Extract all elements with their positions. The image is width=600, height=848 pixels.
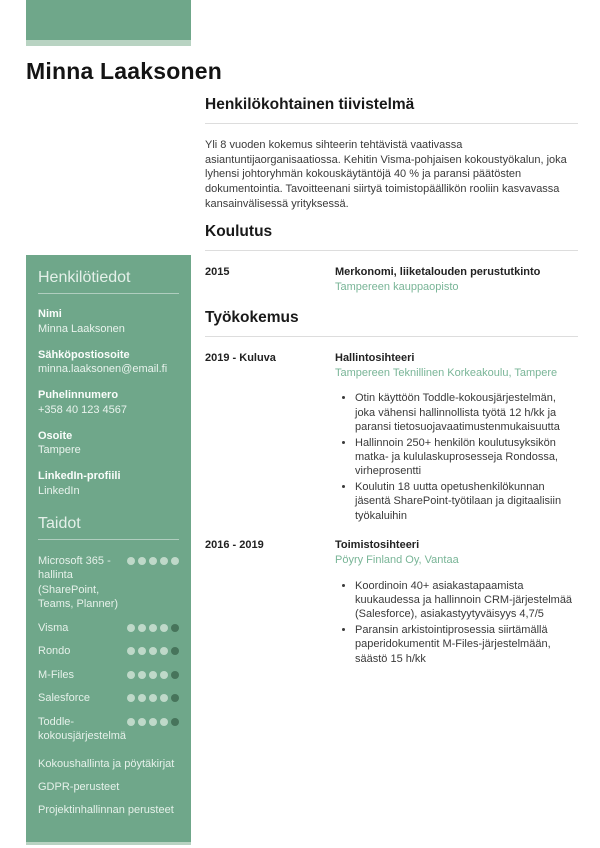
skills-section (38, 515, 179, 818)
skill-dot (160, 694, 168, 702)
section-divider (205, 123, 578, 124)
page-title: Minna Laaksonen (26, 58, 222, 84)
skill-dot (127, 671, 135, 679)
bullet-item: • Otin käyttöön Toddle-kokousjärjestelmän, joka vähensi hallinnollista työtä 12 h/kk ja paransi tietosuojavaatimustenmukaisuutta (355, 391, 578, 434)
sidebar-divider (38, 539, 179, 540)
skill-row (38, 715, 179, 744)
sidebar-bottom-strip (26, 842, 191, 845)
skill-dot (171, 694, 179, 702)
skill-dot (171, 557, 179, 565)
skill-dot (160, 557, 168, 565)
skill-row (38, 668, 179, 683)
entry-title: Toimistosihteeri (335, 538, 420, 551)
skill-rating-dots (127, 624, 179, 632)
field-label: Nimi (38, 308, 62, 320)
skill-dot (171, 624, 179, 632)
skill-rating-dots (127, 671, 179, 679)
field-label: Puhelinnumero (38, 389, 119, 401)
section-divider (205, 336, 578, 337)
skill-dot (160, 624, 168, 632)
entry-title: Hallintosihteeri (335, 351, 415, 364)
field-label: Osoite (38, 429, 73, 442)
skill-dot (171, 647, 179, 655)
skill-row (38, 691, 179, 706)
entry-row (205, 538, 578, 667)
personal-field (38, 349, 179, 378)
section-divider (205, 250, 578, 251)
entry-bullets (335, 579, 578, 666)
skill-item: Kokoushallinta ja pöytäkirjat (38, 757, 175, 770)
skill-rating-dots (127, 694, 179, 702)
bullet-item: • Koulutin 18 uutta opetushenkilökunnan jäsentä SharePoint-työtilaan ja digitaalisiin työkaluihin (355, 480, 578, 523)
entry-title: Merkonomi, liiketalouden perustutkinto (335, 266, 541, 279)
entry-row (205, 351, 578, 524)
skill-label: Microsoft 365 - hallinta (SharePoint, Teams, Planner) (38, 554, 119, 611)
skill-label: Visma (38, 621, 69, 634)
skill-dot (138, 624, 146, 632)
education-heading: Koulutus (205, 223, 273, 241)
entry-bullets (335, 391, 578, 523)
skill-item: GDPR-perusteet (38, 780, 120, 793)
skill-dot (149, 647, 157, 655)
skill-label: M-Files (38, 668, 75, 681)
personal-field (38, 430, 179, 459)
entry-subtitle: Tampereen kauppaopisto (335, 281, 459, 294)
skill-dot (171, 671, 179, 679)
summary-section (205, 96, 578, 211)
bullet-item: • Hallinnoin 250+ henkilön koulutusyksikön matka- ja kululaskuprosesseja Rondossa, virheprosentti (355, 436, 578, 479)
experience-section (205, 309, 578, 667)
skills-plain-list (38, 757, 179, 818)
entry-body (335, 538, 578, 667)
header-accent-block (26, 0, 191, 40)
skill-rating-dots (127, 718, 179, 726)
skill-dot (149, 557, 157, 565)
field-label: LinkedIn-profiili (38, 470, 121, 482)
entry-subtitle: Tampereen Teknillinen Korkeakoulu, Tampere (335, 367, 558, 380)
skill-dot (149, 694, 157, 702)
skill-dot (149, 671, 157, 679)
skill-dot (127, 718, 135, 726)
skills-rated-list (38, 554, 179, 744)
personal-field (38, 470, 179, 499)
skill-dot (171, 718, 179, 726)
education-section (205, 223, 578, 295)
skill-dot (127, 694, 135, 702)
skill-rating-dots (127, 647, 179, 655)
personal-info-title: Henkilötiedot (38, 269, 131, 286)
skill-dot (160, 718, 168, 726)
bullet-item: • Koordinoin 40+ asiakastapaamista kuukaudessa ja hallinnoin CRM-järjestelmää (Salesforce), asiakastyytyväisyys 4,7/5 (355, 579, 578, 622)
skill-row (38, 644, 179, 659)
bullet-item: • Paransin arkistointiprosessia siirtämällä paperidokumentit M-Files-järjestelmään, säästö 15 h/kk (355, 623, 578, 666)
personal-info-section (38, 269, 179, 499)
field-value: Tampere (38, 444, 81, 457)
skill-item: Projektinhallinnan perusteet (38, 804, 174, 817)
skill-dot (160, 647, 168, 655)
entry-period: 2019 - Kuluva (205, 351, 276, 364)
skill-dot (127, 557, 135, 565)
sidebar (26, 255, 191, 845)
summary-heading: Henkilökohtainen tiivistelmä (205, 96, 415, 113)
skill-dot (127, 624, 135, 632)
skill-row (38, 554, 179, 612)
entry-body (335, 265, 578, 295)
skill-dot (138, 694, 146, 702)
skills-title: Taidot (38, 514, 81, 532)
entry-row (205, 265, 578, 295)
sidebar-divider (38, 293, 179, 294)
field-label: Sähköpostiosoite (38, 348, 130, 361)
experience-heading: Työkokemus (205, 308, 299, 326)
entry-period: 2016 - 2019 (205, 538, 264, 551)
summary-text: Yli 8 vuoden kokemus sihteerin tehtävistä vaativassa asiantuntijaorganisaatiossa. Kehitin Visma-pohjaisen kokoustyökalun, joka lyhensi johtoryhmän kokouskäytäntöjä 40 % ja paransi päätösten dokumentointia. Tavoitteenani siirtyä toimistopäällikön rooliin kasvavassa kansainvälisessä yrityksessä. (205, 139, 567, 210)
field-value[interactable]: LinkedIn (38, 484, 80, 497)
header-accent-strip (26, 40, 191, 46)
skill-label: Toddle-kokousjärjestelmä (38, 715, 127, 743)
entry-body (335, 351, 578, 524)
skill-dot (149, 718, 157, 726)
skill-row (38, 621, 179, 636)
personal-fields (38, 308, 179, 499)
education-entries (205, 265, 578, 295)
skill-dot (138, 647, 146, 655)
personal-field (38, 389, 179, 418)
field-value: Minna Laaksonen (38, 322, 125, 335)
skill-label: Salesforce (38, 692, 90, 705)
field-value: +358 40 123 4567 (38, 403, 128, 416)
skill-dot (138, 557, 146, 565)
field-value: minna.laaksonen@email.fi (38, 363, 168, 376)
personal-field (38, 308, 179, 337)
experience-entries (205, 351, 578, 667)
skill-dot (127, 647, 135, 655)
main-content (205, 96, 578, 681)
skill-dot (160, 671, 168, 679)
skill-dot (138, 718, 146, 726)
entry-period: 2015 (205, 266, 230, 279)
skill-dot (149, 624, 157, 632)
skill-label: Rondo (38, 645, 71, 658)
skill-rating-dots (127, 557, 179, 565)
skill-dot (138, 671, 146, 679)
entry-subtitle: Pöyry Finland Oy, Vantaa (335, 554, 459, 567)
